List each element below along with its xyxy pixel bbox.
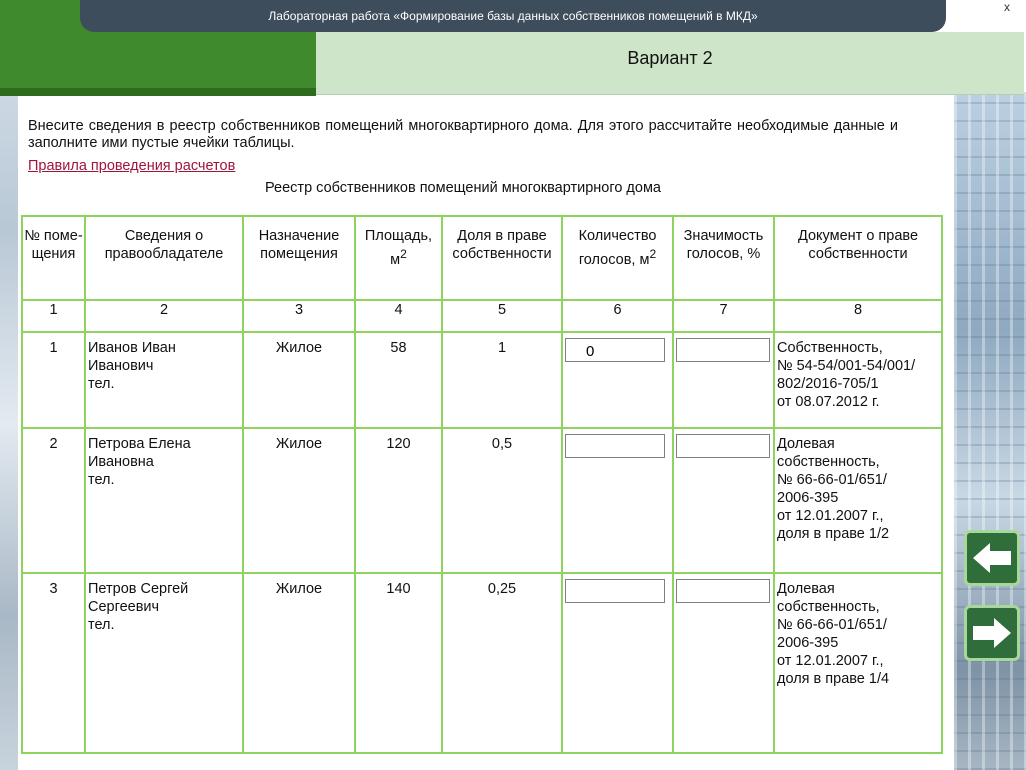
document-line: № 66-66-01/651/ xyxy=(777,472,887,488)
header-room-number: № поме- щения xyxy=(22,216,85,300)
significance-input[interactable] xyxy=(676,338,770,362)
owner-name-line2: Иванович xyxy=(88,358,154,374)
owner-info xyxy=(85,428,243,573)
document-line: доля в праве 1/4 xyxy=(777,671,890,687)
ownership-share: 1 xyxy=(442,332,562,428)
document-line: доля в праве 1/2 xyxy=(777,526,890,542)
ownership-share: 0,5 xyxy=(442,428,562,573)
room-purpose: Жилое xyxy=(243,573,355,753)
forward-button[interactable] xyxy=(964,605,1020,661)
owner-name-line1: Петров Сергей xyxy=(88,581,189,597)
header-significance: Значимость голосов, % xyxy=(673,216,774,300)
column-number: 1 xyxy=(22,300,85,332)
owner-phone: тел. xyxy=(88,376,115,392)
background-left-decoration xyxy=(0,0,18,770)
owner-phone: тел. xyxy=(88,617,115,633)
table-row xyxy=(22,332,942,428)
document-line: 2006-395 xyxy=(777,490,839,506)
close-icon[interactable]: x xyxy=(1004,0,1010,14)
ownership-share: 0,25 xyxy=(442,573,562,753)
owner-name-line2: Сергеевич xyxy=(88,599,160,615)
arrow-right-icon xyxy=(971,616,1013,650)
room-number: 3 xyxy=(22,573,85,753)
document-line: № 66-66-01/651/ xyxy=(777,617,887,633)
column-number: 6 xyxy=(562,300,673,332)
votes-input[interactable] xyxy=(565,338,665,362)
document-line: от 12.01.2007 г., xyxy=(777,508,884,524)
significance-cell xyxy=(673,573,774,753)
document-line: 2006-395 xyxy=(777,635,839,651)
owners-registry-table xyxy=(21,215,943,754)
room-purpose: Жилое xyxy=(243,332,355,428)
header-purpose: Назначение помещения xyxy=(243,216,355,300)
room-area: 140 xyxy=(355,573,442,753)
column-number: 7 xyxy=(673,300,774,332)
document-line: от 08.07.2012 г. xyxy=(777,394,880,410)
document-line: Долевая xyxy=(777,436,835,452)
document-line: № 54-54/001-54/001/ xyxy=(777,358,916,374)
column-number-row xyxy=(22,300,942,332)
room-number: 2 xyxy=(22,428,85,573)
room-area: 58 xyxy=(355,332,442,428)
document-line: 802/2016-705/1 xyxy=(777,376,879,392)
header-document: Документ о праве собственности xyxy=(774,216,942,300)
calculation-rules-link[interactable]: Правила проведения расчетов xyxy=(28,158,236,174)
column-number: 2 xyxy=(85,300,243,332)
back-button[interactable] xyxy=(964,530,1020,586)
votes-cell xyxy=(562,332,673,428)
column-number: 3 xyxy=(243,300,355,332)
header-area-label: Площадь, м xyxy=(364,228,433,268)
room-purpose: Жилое xyxy=(243,428,355,573)
header-votes-sup: 2 xyxy=(649,247,657,261)
document-line: Долевая xyxy=(777,581,835,597)
ownership-document xyxy=(774,573,942,753)
document-line: Собственность, xyxy=(777,340,883,356)
document-line: собственность, xyxy=(777,454,880,470)
significance-cell xyxy=(673,428,774,573)
instructions-text: Внесите сведения в реестр собственников помещений многоквартирного дома. Для этого рассчитайте необходимые данные и заполните ими пустые ячейки таблицы. xyxy=(28,118,898,151)
lab-title-bar: Лабораторная работа «Формирование базы данных собственников помещений в МКД» xyxy=(80,0,946,32)
owner-phone: тел. xyxy=(88,472,115,488)
significance-cell xyxy=(673,332,774,428)
document-line: собственность, xyxy=(777,599,880,615)
header-votes-label: Количество голосов, м xyxy=(578,228,657,268)
ownership-document xyxy=(774,332,942,428)
table-row xyxy=(22,428,942,573)
votes-input[interactable] xyxy=(565,434,665,458)
owner-info xyxy=(85,332,243,428)
room-number: 1 xyxy=(22,332,85,428)
content-area xyxy=(18,96,954,770)
header-share: Доля в праве собственности xyxy=(442,216,562,300)
owner-name-line2: Ивановна xyxy=(88,454,154,470)
significance-input[interactable] xyxy=(676,579,770,603)
header-area-sup: 2 xyxy=(400,247,407,261)
owner-info xyxy=(85,573,243,753)
votes-cell xyxy=(562,428,673,573)
room-area: 120 xyxy=(355,428,442,573)
background-building-image xyxy=(954,92,1026,770)
header-row xyxy=(22,216,942,300)
header-area xyxy=(355,216,442,300)
owner-name-line1: Иванов Иван xyxy=(88,340,176,356)
document-line: от 12.01.2007 г., xyxy=(777,653,884,669)
variant-bar xyxy=(316,32,1024,95)
header-owner-info: Сведения о правообладателе xyxy=(85,216,243,300)
ownership-document xyxy=(774,428,942,573)
significance-input[interactable] xyxy=(676,434,770,458)
column-number: 4 xyxy=(355,300,442,332)
votes-input[interactable] xyxy=(565,579,665,603)
column-number: 5 xyxy=(442,300,562,332)
votes-cell xyxy=(562,573,673,753)
header-votes xyxy=(562,216,673,300)
variant-title: Вариант 2 xyxy=(627,48,713,68)
table-row xyxy=(22,573,942,753)
registry-title: Реестр собственников помещений многоквартирного дома xyxy=(265,180,661,196)
owner-name-line1: Петрова Елена xyxy=(88,436,191,452)
arrow-left-icon xyxy=(971,541,1013,575)
column-number: 8 xyxy=(774,300,942,332)
